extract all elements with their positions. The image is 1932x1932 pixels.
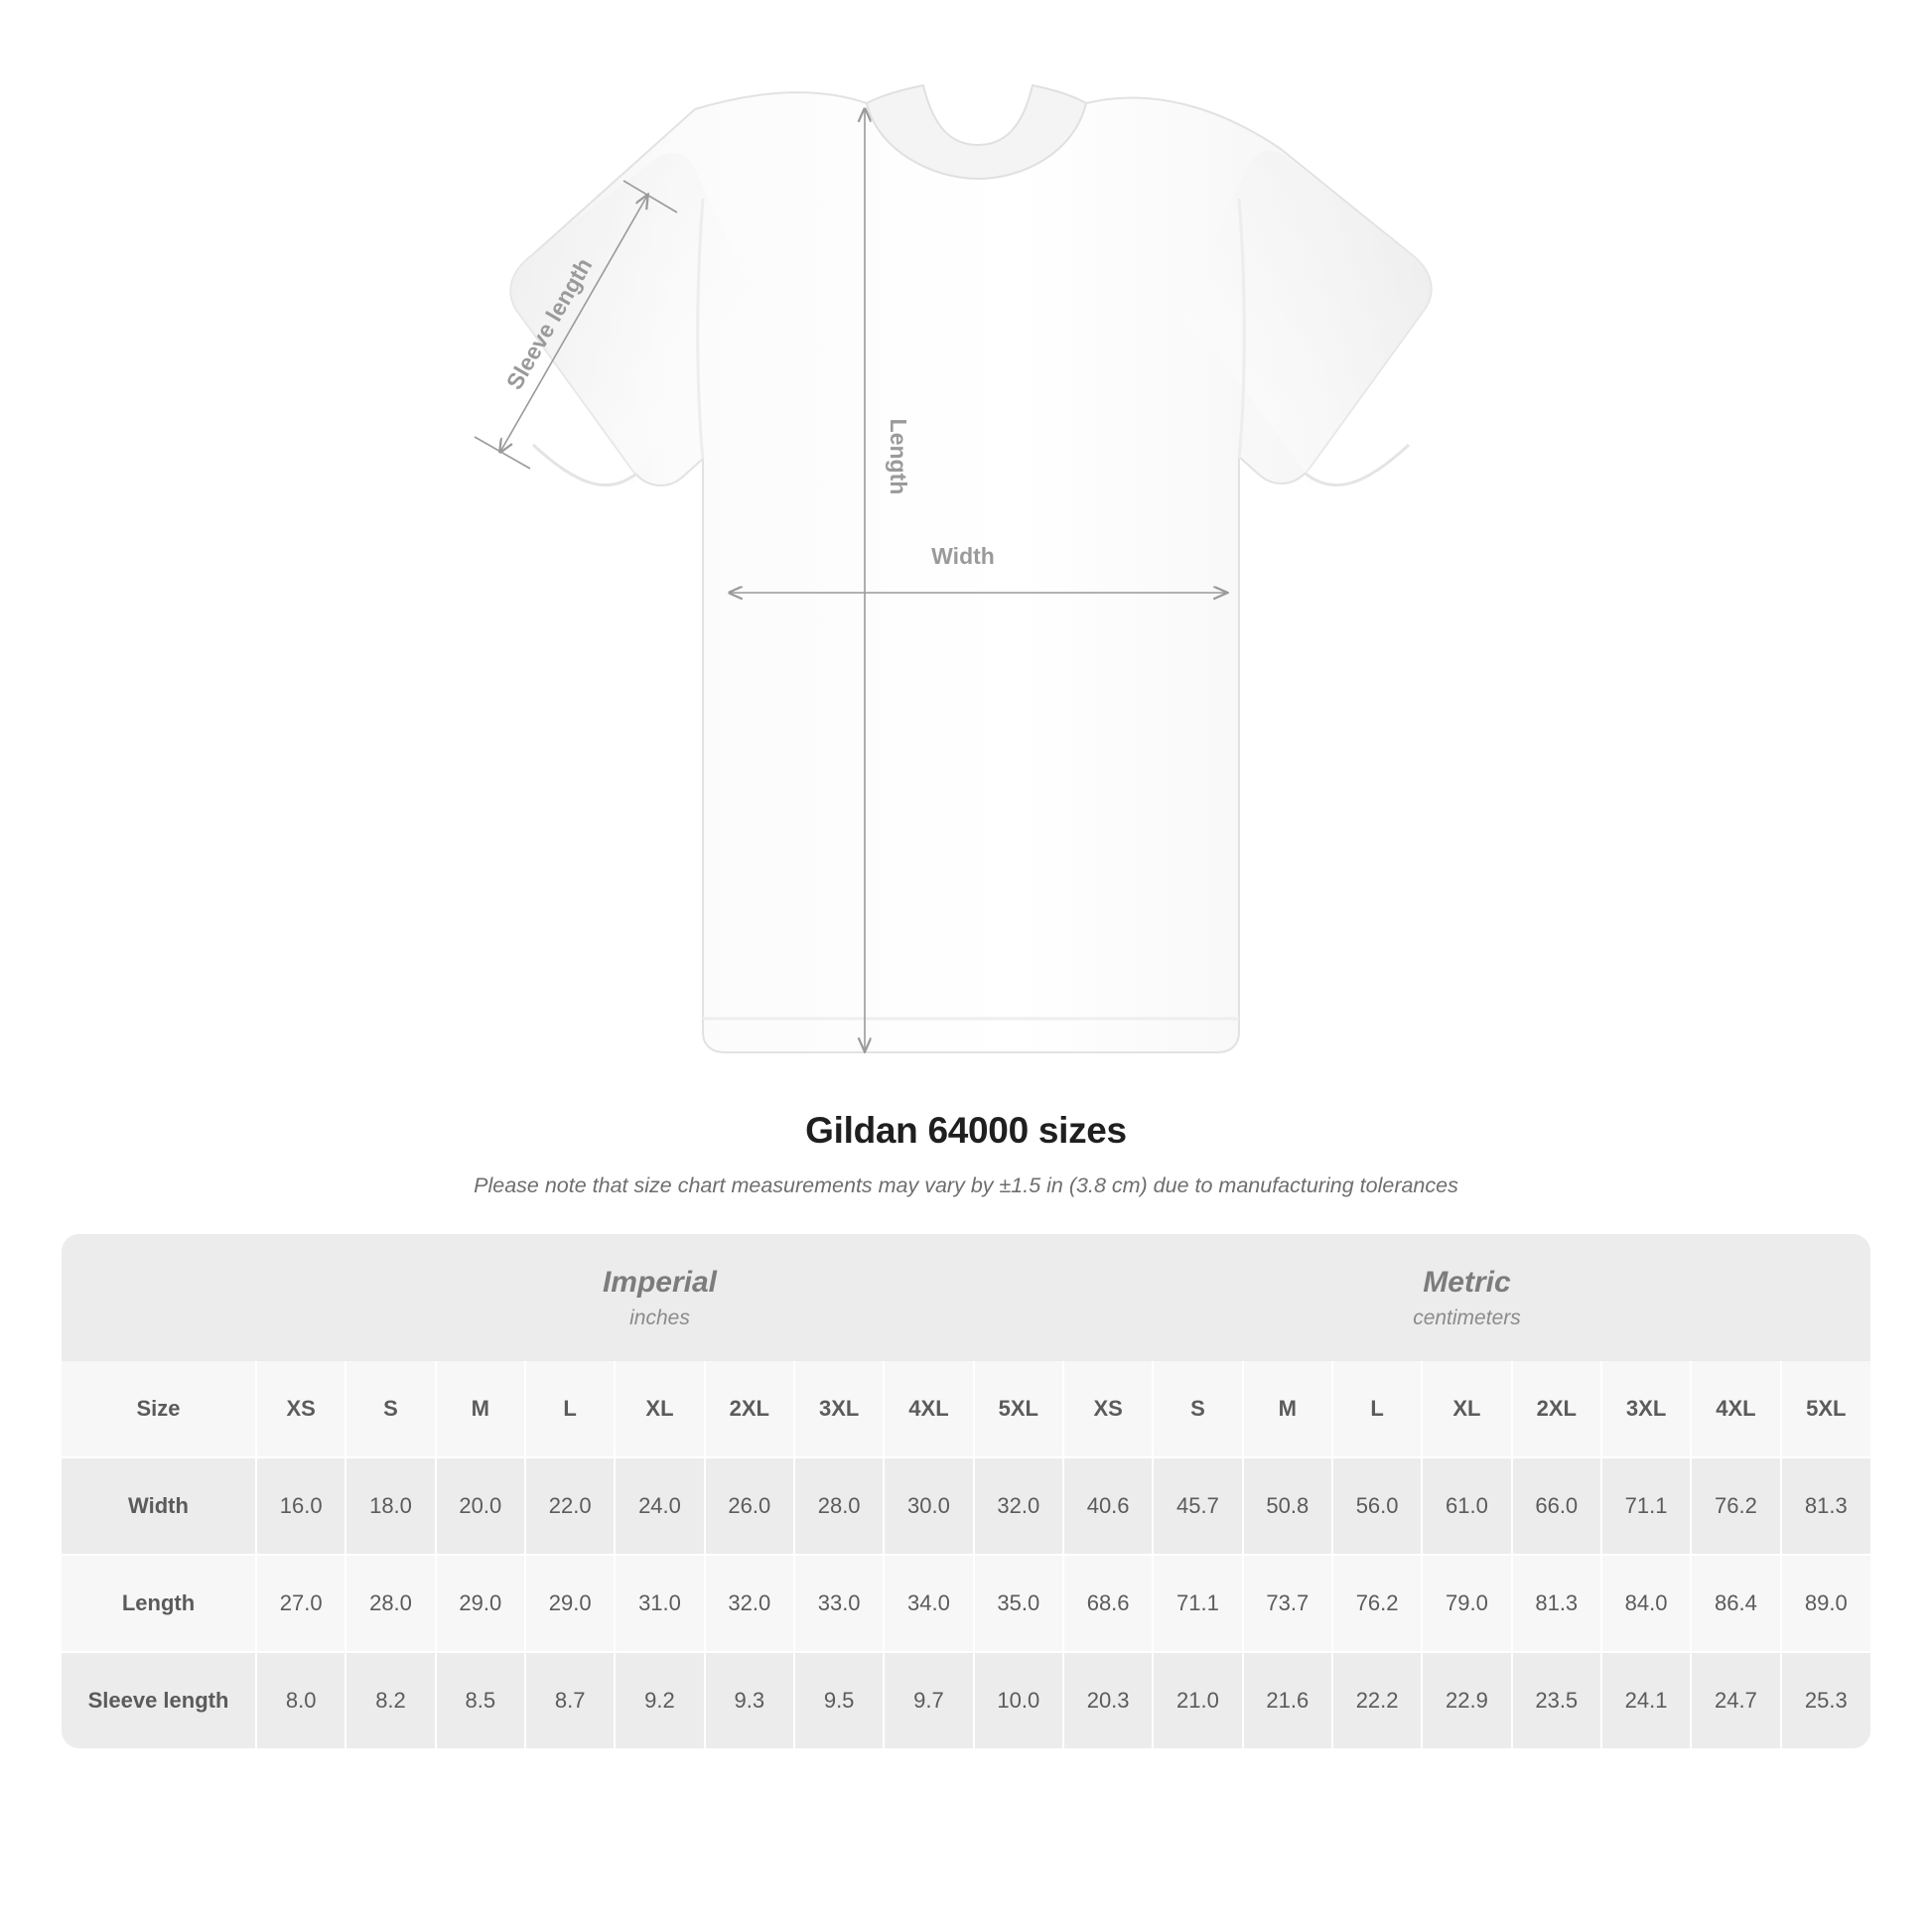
measurement-cell: 22.0: [525, 1457, 615, 1555]
measurement-cell: 9.7: [884, 1652, 973, 1748]
measurement-cell: 79.0: [1422, 1555, 1511, 1652]
size-header-cell: M: [436, 1361, 525, 1457]
size-table-wrapper: [62, 1234, 1870, 1748]
size-header-cell: L: [1332, 1361, 1422, 1457]
size-header-cell: 5XL: [974, 1361, 1063, 1457]
measurement-cell: 71.1: [1153, 1555, 1242, 1652]
size-header-cell: 3XL: [794, 1361, 884, 1457]
size-header-cell: XL: [1422, 1361, 1511, 1457]
measurement-cell: 81.3: [1512, 1555, 1601, 1652]
measurement-cell: 31.0: [615, 1555, 704, 1652]
unit-group-imperial-sub: inches: [629, 1306, 690, 1329]
size-header-cell: 2XL: [1512, 1361, 1601, 1457]
measurement-cell: 50.8: [1243, 1457, 1332, 1555]
measurement-cell: 66.0: [1512, 1457, 1601, 1555]
measurement-cell: 22.9: [1422, 1652, 1511, 1748]
tshirt-shape: [510, 85, 1431, 1052]
measurement-cell: 10.0: [974, 1652, 1063, 1748]
measurement-cell: 25.3: [1781, 1652, 1870, 1748]
size-header-cell: XS: [1063, 1361, 1153, 1457]
measurement-cell: 23.5: [1512, 1652, 1601, 1748]
size-header-cell: XL: [615, 1361, 704, 1457]
measurement-cell: 84.0: [1601, 1555, 1691, 1652]
unit-group-metric-name: Metric: [1423, 1265, 1511, 1299]
unit-group-imperial-name: Imperial: [602, 1265, 717, 1299]
row-label: Length: [62, 1555, 256, 1652]
page-title: Gildan 64000 sizes: [805, 1110, 1127, 1151]
measurement-cell: 29.0: [525, 1555, 615, 1652]
measurement-cell: 28.0: [345, 1555, 435, 1652]
measurement-cell: 26.0: [705, 1457, 794, 1555]
measurement-cell: 28.0: [794, 1457, 884, 1555]
measurement-cell: 9.5: [794, 1652, 884, 1748]
unit-group-metric-sub: centimeters: [1413, 1306, 1521, 1329]
measurement-cell: 20.3: [1063, 1652, 1153, 1748]
unit-group-metric: [1063, 1234, 1870, 1361]
measurement-cell: 32.0: [705, 1555, 794, 1652]
unit-header-row: [62, 1234, 1870, 1361]
measurement-cell: 21.0: [1153, 1652, 1242, 1748]
measurement-cell: 73.7: [1243, 1555, 1332, 1652]
measurement-cell: 20.0: [436, 1457, 525, 1555]
measurement-cell: 76.2: [1332, 1555, 1422, 1652]
size-header-cell: 5XL: [1781, 1361, 1870, 1457]
measurement-cell: 30.0: [884, 1457, 973, 1555]
measurement-cell: 8.2: [345, 1652, 435, 1748]
measurement-cell: 18.0: [345, 1457, 435, 1555]
measurement-cell: 34.0: [884, 1555, 973, 1652]
size-header-cell: 4XL: [884, 1361, 973, 1457]
measurement-cell: 45.7: [1153, 1457, 1242, 1555]
row-label: Width: [62, 1457, 256, 1555]
measurement-cell: 56.0: [1332, 1457, 1422, 1555]
measurement-cell: 81.3: [1781, 1457, 1870, 1555]
length-label: Length: [886, 418, 911, 495]
measurement-cell: 8.0: [256, 1652, 345, 1748]
measurement-cell: 21.6: [1243, 1652, 1332, 1748]
measurement-cell: 71.1: [1601, 1457, 1691, 1555]
size-header-cell: 2XL: [705, 1361, 794, 1457]
size-header-cell: M: [1243, 1361, 1332, 1457]
measurement-cell: 86.4: [1691, 1555, 1780, 1652]
table-row: [62, 1652, 1870, 1748]
measurement-cell: 8.7: [525, 1652, 615, 1748]
size-header-cell: 4XL: [1691, 1361, 1780, 1457]
title-block: [0, 1110, 1932, 1198]
measurement-cell: 40.6: [1063, 1457, 1153, 1555]
tolerance-note: Please note that size chart measurements may vary by ±1.5 in (3.8 cm) due to manufacturing tolerances: [474, 1173, 1458, 1197]
size-header-cell: 3XL: [1601, 1361, 1691, 1457]
width-label: Width: [931, 543, 995, 569]
size-header-cell: S: [345, 1361, 435, 1457]
size-header-cell: S: [1153, 1361, 1242, 1457]
measurement-cell: 61.0: [1422, 1457, 1511, 1555]
row-label-header: Size: [62, 1361, 256, 1457]
size-header-row: [62, 1361, 1870, 1457]
measurement-cell: 24.0: [615, 1457, 704, 1555]
table-row: [62, 1457, 1870, 1555]
measurement-cell: 24.7: [1691, 1652, 1780, 1748]
row-label: Sleeve length: [62, 1652, 256, 1748]
measurement-cell: 16.0: [256, 1457, 345, 1555]
measurement-cell: 22.2: [1332, 1652, 1422, 1748]
measurement-cell: 8.5: [436, 1652, 525, 1748]
measurement-cell: 27.0: [256, 1555, 345, 1652]
measurement-cell: 29.0: [436, 1555, 525, 1652]
sleeve-length-label: Sleeve length: [500, 253, 598, 394]
unit-row-spacer: [62, 1234, 256, 1361]
table-row: [62, 1555, 1870, 1652]
size-header-cell: XS: [256, 1361, 345, 1457]
measurement-cell: 68.6: [1063, 1555, 1153, 1652]
measurement-cell: 9.2: [615, 1652, 704, 1748]
unit-group-imperial: [256, 1234, 1063, 1361]
measurement-cell: 89.0: [1781, 1555, 1870, 1652]
measurement-cell: 76.2: [1691, 1457, 1780, 1555]
measurement-cell: 32.0: [974, 1457, 1063, 1555]
measurement-cell: 35.0: [974, 1555, 1063, 1652]
size-header-cell: L: [525, 1361, 615, 1457]
measurement-cell: 33.0: [794, 1555, 884, 1652]
measurement-cell: 9.3: [705, 1652, 794, 1748]
size-table: [62, 1234, 1870, 1748]
measurement-cell: 24.1: [1601, 1652, 1691, 1748]
